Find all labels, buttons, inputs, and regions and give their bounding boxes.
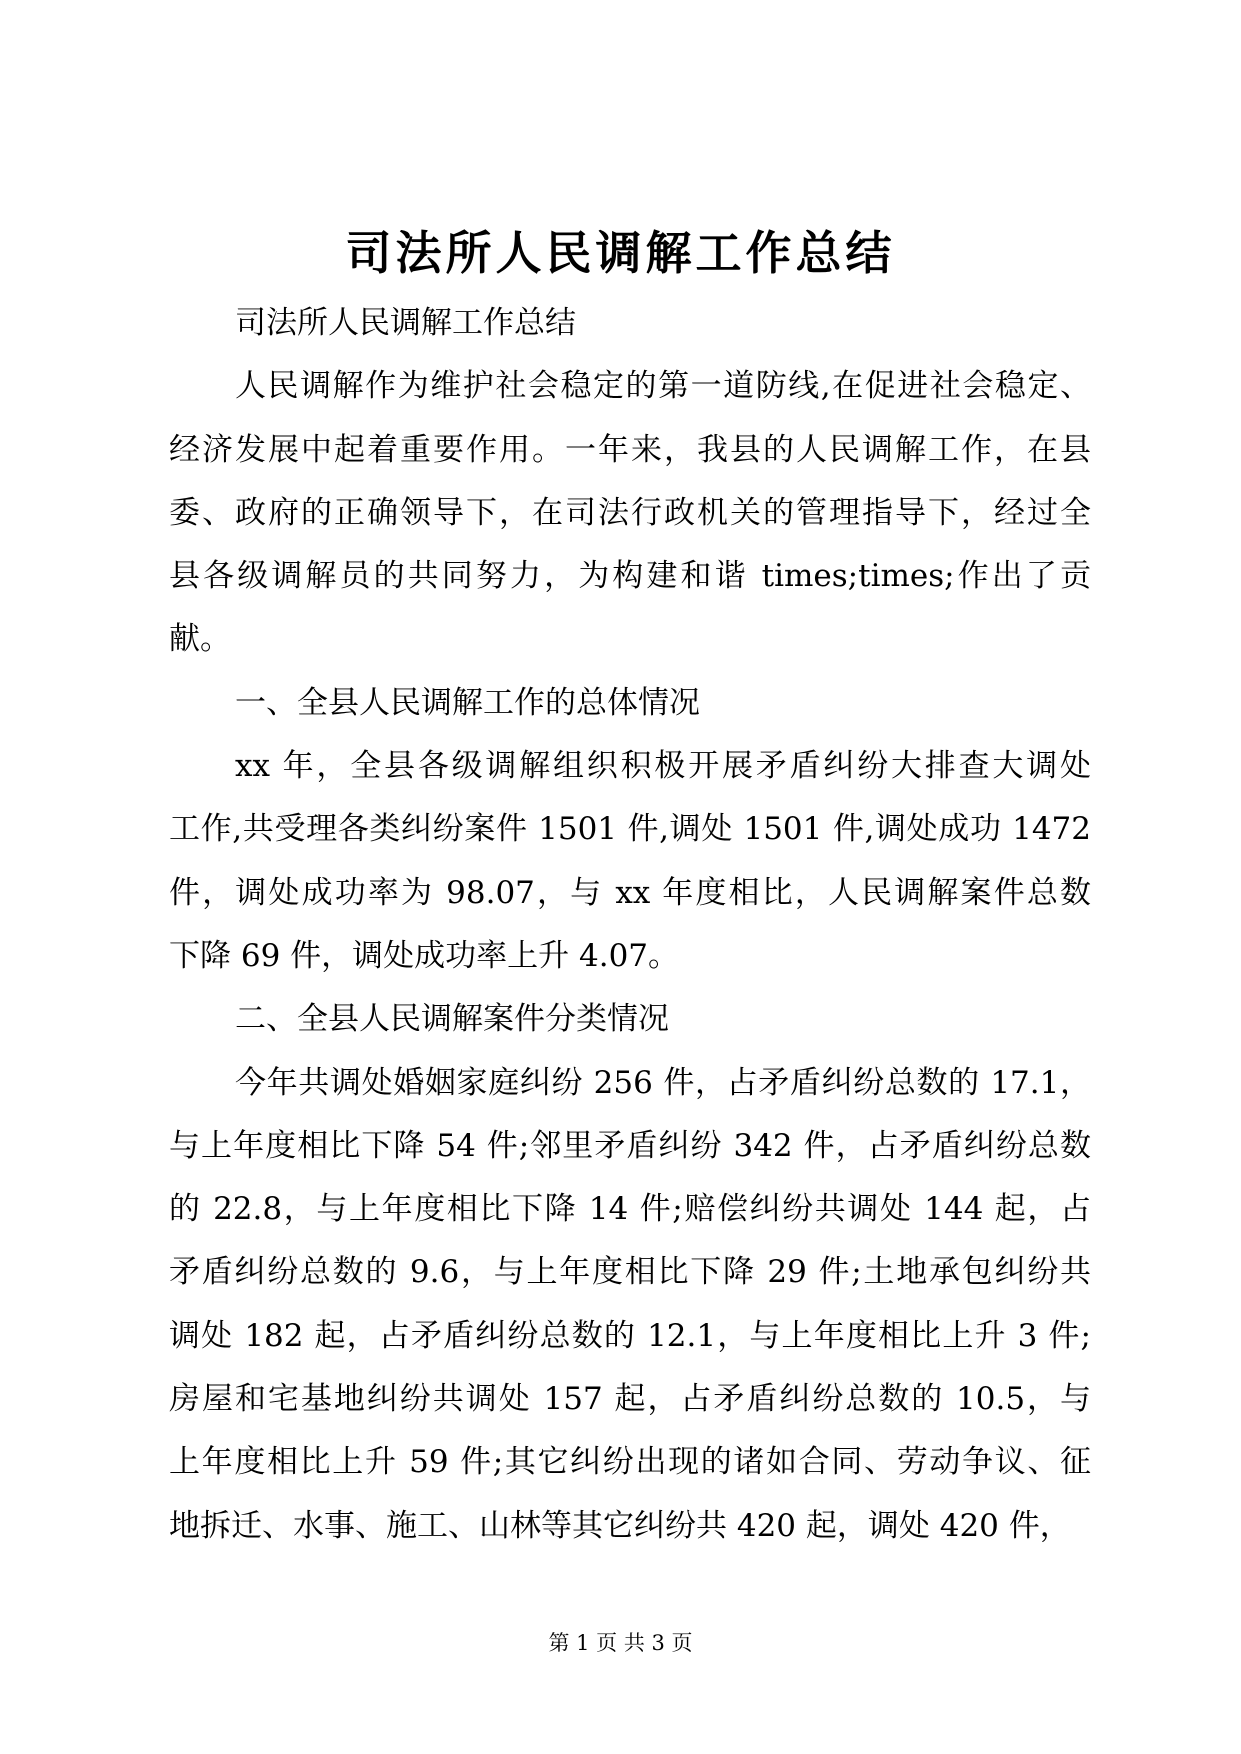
text-line: 调处 182 起，占矛盾纠纷总数的 12.1，与上年度相比上升 3 件;	[169, 1317, 1091, 1354]
paragraph	[169, 672, 1091, 735]
text-line: 今年共调处婚姻家庭纠纷 256 件，占矛盾纠纷总数的 17.1，	[235, 1064, 1091, 1101]
text-line: 工作,共受理各类纠纷案件 1501 件,调处 1501 件,调处成功 1472	[169, 811, 1091, 848]
paragraph	[169, 1052, 1091, 1558]
text-line: 经济发展中起着重要作用。一年来，我县的人民调解工作，在县	[169, 431, 1091, 468]
text-line: 房屋和宅基地纠纷共调处 157 起，占矛盾纠纷总数的 10.5，与	[169, 1381, 1091, 1418]
text-line: 的 22.8，与上年度相比下降 14 件;赔偿纠纷共调处 144 起，占	[169, 1191, 1091, 1228]
page-footer: 第 1 页 共 3 页	[548, 1631, 693, 1655]
text-line: 献。	[169, 621, 231, 658]
text-line: 一、全县人民调解工作的总体情况	[235, 684, 700, 721]
text-line: xx 年，全县各级调解组织积极开展矛盾纠纷大排查大调处	[235, 748, 1091, 785]
text-line: 矛盾纠纷总数的 9.6，与上年度相比下降 29 件;土地承包纠纷共	[169, 1254, 1091, 1291]
paragraph	[169, 988, 1091, 1051]
text-line: 县各级调解员的共同努力，为构建和谐 times;times;作出了贡	[169, 558, 1091, 595]
paragraph	[169, 292, 1091, 355]
text-line: 地拆迁、水事、施工、山林等其它纠纷共 420 起，调处 420 件，	[169, 1507, 1071, 1544]
text-line: 委、政府的正确领导下，在司法行政机关的管理指导下，经过全	[169, 494, 1091, 531]
text-line: 司法所人民调解工作总结	[235, 305, 576, 341]
paragraph	[169, 355, 1091, 671]
document-body	[169, 292, 1091, 1558]
text-line: 二、全县人民调解案件分类情况	[235, 1001, 669, 1038]
paragraph	[169, 735, 1091, 988]
text-line: 件，调处成功率为 98.07，与 xx 年度相比，人民调解案件总数	[169, 874, 1091, 911]
text-line: 人民调解作为维护社会稳定的第一道防线,在促进社会稳定、	[235, 368, 1091, 405]
text-line: 下降 69 件，调处成功率上升 4.07。	[169, 937, 680, 974]
document-title: 司法所人民调解工作总结	[345, 226, 896, 280]
text-line: 与上年度相比下降 54 件;邻里矛盾纠纷 342 件，占矛盾纠纷总数	[169, 1127, 1091, 1164]
text-line: 上年度相比上升 59 件;其它纠纷出现的诸如合同、劳动争议、征	[169, 1444, 1091, 1481]
